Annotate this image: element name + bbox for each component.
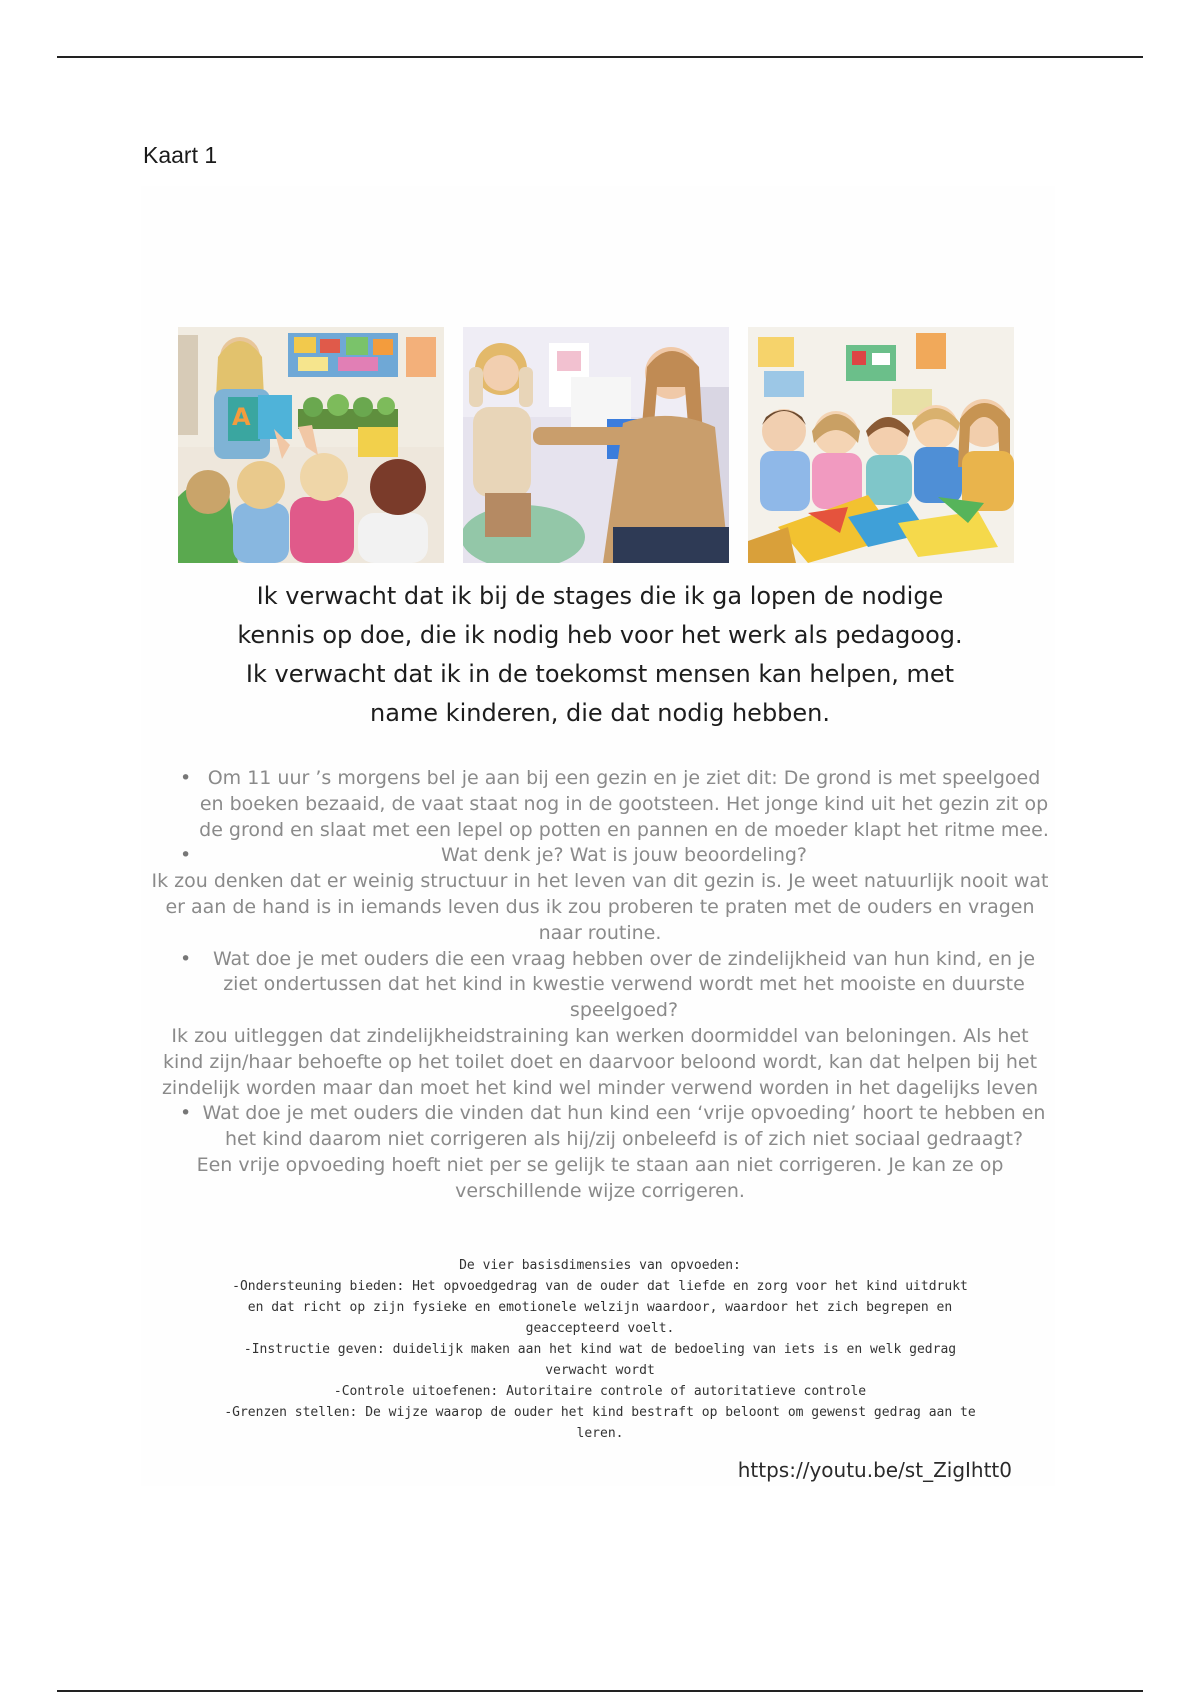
children-crafting-photo <box>748 327 1014 563</box>
question-4 <box>150 1101 1050 1153</box>
dimension-support: -Ondersteuning bieden: Het opvoedgedrag van de ouder dat liefde en zorg voor het kind uitdrukt en dat richt op zijn fysieke en emotionele welzijn waardoor, waardoor het zich begrepen en geaccepteerd voelt. <box>232 1279 968 1336</box>
answer-4-text: Een vrije opvoeding hoeft niet per se gelijk te staan aan niet corrigeren. Je kan ze op verschillende wijze corrigeren. <box>196 1153 1004 1202</box>
question-2-text: Wat denk je? Wat is jouw beoordeling? <box>440 844 808 867</box>
question-3 <box>150 947 1050 1024</box>
dimensions-title: De vier basisdimensies van opvoeden: <box>459 1258 741 1273</box>
bullet-icon: • <box>180 947 192 970</box>
dimension-control: -Controle uitoefenen: Autoritaire controle of autoritatieve controle <box>333 1384 867 1399</box>
answer-2-text: Ik zou denken dat er weinig structuur in het leven van dit gezin is. Je weet natuurlijk nooit wat er aan de hand is in iemands leven dus ik zou proberen te praten met de ouders en vragen naar routine. <box>151 870 1049 944</box>
top-rule <box>57 56 1143 58</box>
video-link[interactable]: https://youtu.be/st_ZigIhtt0 <box>737 1458 1012 1482</box>
card-label: Kaart 1 <box>143 142 218 168</box>
dimension-instruction: -Instructie geven: duidelijk maken aan het kind wat de bedoeling van iets is en welk gedrag verwacht wordt <box>243 1342 957 1378</box>
bullet-icon: • <box>180 1102 192 1125</box>
question-4-text: Wat doe je met ouders die vinden dat hun kind een ‘vrije opvoeding’ hoort te hebben en het kind daarom niet corrigeren als hij/zij onbeleefd is of zich niet sociaal gedraagt? <box>202 1102 1046 1151</box>
question-1-text: Om 11 uur ’s morgens bel je aan bij een gezin en je ziet dit: De grond is met speelgoed en boeken bezaaid, de vaat staat nog in de gootsteen. Het jonge kind uit het gezin zit op de grond en slaat met een lepel op potten en pannen en de moeder klapt het ritme mee. <box>199 767 1049 841</box>
upset-child-mother-photo <box>463 327 729 563</box>
expectation-statement: Ik verwacht dat ik bij de stages die ik ga lopen de nodige kennis op doe, die ik nodig heb voor het werk als pedagoog. Ik verwacht dat ik in de toekomst mensen kan helpen, met name kinderen, die dat nodig hebben. <box>237 582 963 727</box>
question-2 <box>150 843 1050 869</box>
svg-text:A: A <box>232 403 251 431</box>
questions-and-answers <box>150 766 1050 1205</box>
bottom-rule <box>57 1690 1143 1692</box>
answer-3-text: Ik zou uitleggen dat zindelijkheidstraining kan werken doormiddel van beloningen. Als het kind zijn/haar behoefte op het toilet doet en daarvoor beloond wordt, kan dat helpen bij het zindelijk worden maar dan moet het kind wel minder verwend worden in het dagelijks leven <box>161 1024 1039 1099</box>
photo-strip <box>178 327 1014 563</box>
classroom-teacher-photo <box>178 327 444 563</box>
bullet-icon: • <box>180 844 192 867</box>
bullet-icon: • <box>180 767 192 789</box>
question-3-text: Wat doe je met ouders die een vraag hebben over de zindelijkheid van hun kind, en je ziet ondertussen dat het kind in kwestie verwend wordt met het mooiste en duurste speelgoed? <box>212 947 1036 1022</box>
question-1 <box>150 766 1050 843</box>
parenting-dimensions <box>222 1255 978 1444</box>
dimension-boundaries: -Grenzen stellen: De wijze waarop de ouder het kind bestraft op beloont om gewenst gedrag aan te leren. <box>224 1405 976 1441</box>
